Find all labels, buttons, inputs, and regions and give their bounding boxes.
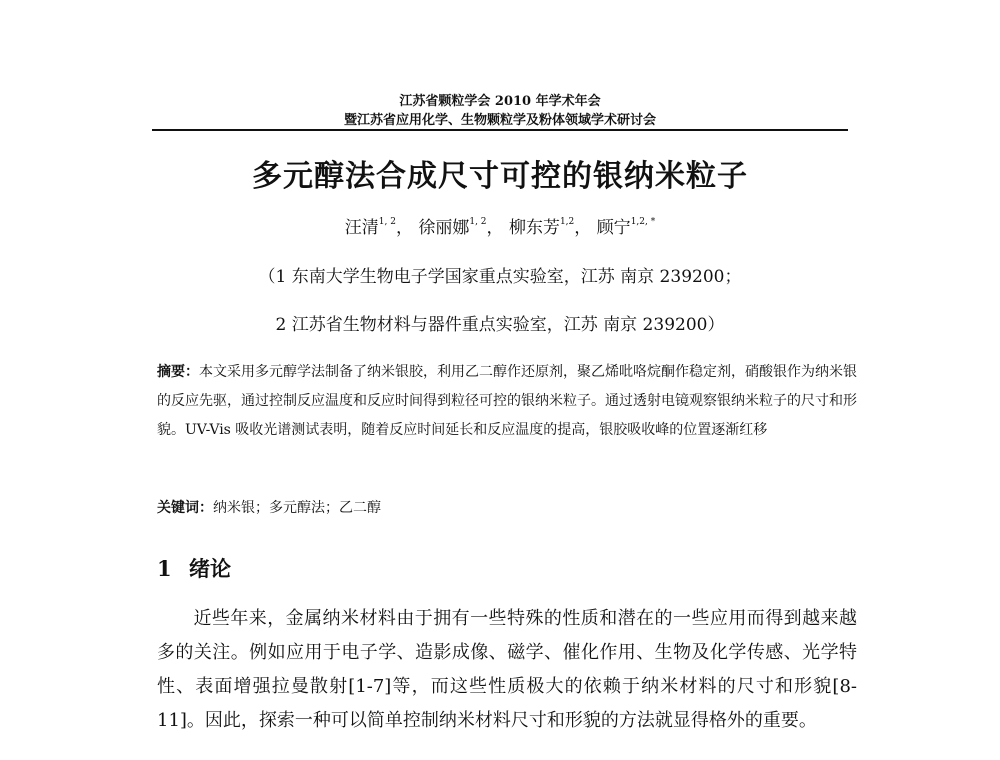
abstract-label: 摘要： (157, 364, 199, 380)
author-name: 汪清 (344, 218, 379, 238)
section-title: 绪论 (189, 556, 231, 581)
conference-header-line1: 江苏省颗粒学会 2010 年学术年会 (399, 94, 601, 109)
affiliation-2: 2 江苏省生物材料与器件重点实验室，江苏 南京 239200） (275, 315, 725, 335)
author-separator: ， (574, 218, 592, 238)
affiliation-1: （1 东南大学生物电子学国家重点实验室，江苏 南京 239200； (258, 267, 742, 287)
author-name: 徐丽娜 (418, 218, 470, 238)
author-separator: ， (486, 218, 504, 238)
abstract-text: 本文采用多元醇学法制备了纳米银胶，利用乙二醇作还原剂，聚乙烯吡咯烷酮作稳定剂，硝酸银作为纳米银的反应先驱，通过控制反应温度和反应时间得到粒径可控的银纳米粒子。通过透射电镜观察银纳米粒子的尺寸和形貌。UV-Vis 吸收光谱测试表明，随着反应时间延长和反应温度的提高，银胶吸收峰的位置逐渐红移 (157, 364, 857, 438)
author-affiliation-marker: 1, 2 (378, 217, 396, 228)
conference-header-line2: 暨江苏省应用化学、生物颗粒学及粉体领域学术研讨会 (343, 113, 656, 128)
author-affiliation-marker: 1,2 (559, 217, 575, 228)
body-paragraph (157, 602, 857, 738)
author-separator: ， (395, 218, 413, 238)
author-list (100, 213, 900, 238)
section-number: 1 (157, 556, 172, 581)
author-name: 顾宁 (596, 218, 631, 238)
paper-title: 多元醇法合成尺寸可控的银纳米粒子 (252, 159, 748, 194)
author-affiliation-marker: 1, 2 (469, 217, 487, 228)
keywords (157, 497, 857, 517)
keywords-label: 关键词： (157, 500, 213, 516)
header-rule (152, 129, 848, 131)
section-heading (157, 553, 231, 583)
author-affiliation-marker: 1,2, * (630, 217, 656, 228)
body-paragraph-text: 近些年来，金属纳米材料由于拥有一些特殊的性质和潜在的一些应用而得到越来越多的关注。例如应用于电子学、造影成像、磁学、催化作用、生物及化学传感、光学特性、表面增强拉曼散射[1-7]等，而这些性质极大的依赖于纳米材料的尺寸和形貌[8-11]。因此，探索一种可以简单控制纳米材料尺寸和形貌的方法就显得格外的重要。 (157, 608, 857, 731)
author-name: 柳东芳 (508, 218, 560, 238)
keywords-text: 纳米银；多元醇法；乙二醇 (213, 500, 381, 516)
abstract (157, 358, 857, 445)
